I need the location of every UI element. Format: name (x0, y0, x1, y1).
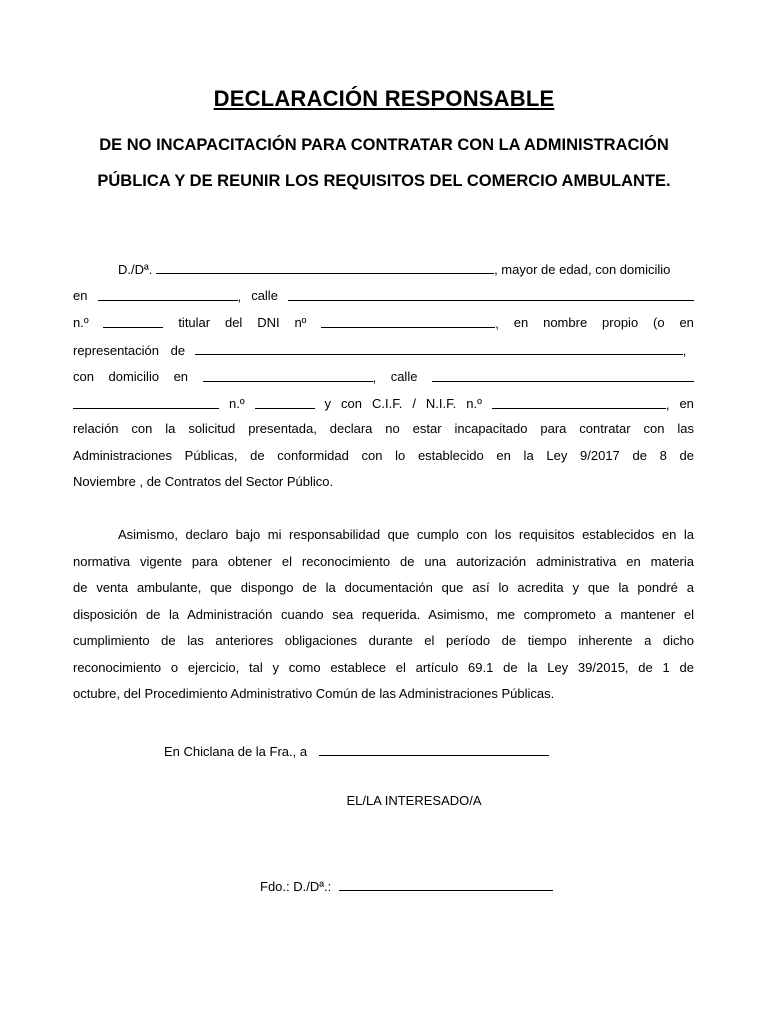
dni-number-label: nº (294, 315, 307, 330)
cif-nif-field[interactable] (492, 391, 666, 409)
street-label-2: calle (390, 369, 418, 384)
comma: , (495, 316, 499, 331)
age-domicile-label: , mayor de edad, con domicilio (494, 262, 671, 277)
form-line-6 (73, 391, 694, 417)
declaration-paragraph-1 (73, 416, 694, 496)
representation-street-cont-field[interactable] (73, 391, 219, 409)
interested-label: EL/LA INTERESADO/A (346, 793, 482, 808)
cif-label: C.I.F. (371, 396, 403, 411)
dni-field[interactable] (321, 310, 495, 328)
signature-field[interactable] (339, 873, 553, 891)
number-label: n.º (73, 315, 89, 330)
paragraph-line: Administraciones Públicas, de conformidad con lo establecido en la Ley 9/2017 de 8 de (73, 447, 694, 463)
en-label: en (73, 288, 88, 303)
comma: , (237, 289, 242, 304)
dni-label: DNI (257, 315, 280, 330)
street-number-field[interactable] (103, 310, 163, 328)
paragraph-line: relación con la solicitud presentada, declara no estar incapacitado para contratar con las (73, 421, 694, 436)
word-en: en (513, 315, 529, 330)
word-nombre: nombre (543, 315, 588, 330)
paragraph-line: normativa vigente para obtener el reconocimiento de una autorización administrativa en materia (73, 553, 694, 569)
paragraph-line: octubre, del Procedimiento Administrativo Común de las Administraciones Públicas. (73, 686, 555, 701)
document-subtitle-line-1: DE NO INCAPACITACIÓN PARA CONTRATAR CON LA ADMINISTRACIÓN (99, 136, 669, 154)
paragraph-line: cumplimiento de las anteriores obligaciones durante el período de tiempo inherente a dicho (73, 633, 694, 648)
comma: , (682, 343, 687, 358)
comma: , (372, 370, 377, 385)
municipality-field[interactable] (98, 283, 238, 301)
word-en: en (173, 369, 189, 384)
signature-label: Fdo.: D./Dª.: (260, 879, 332, 894)
representation-label: representación de (73, 343, 186, 358)
form-line-4 (73, 337, 694, 363)
nif-label: N.I.F. (425, 396, 457, 411)
titular-label: titular (178, 315, 211, 330)
word-con: con (73, 369, 94, 384)
paragraph-line: de venta ambulante, que dispongo de la documentación que así lo acredita y que la pondré a (73, 580, 694, 595)
place-date-line (164, 738, 549, 759)
cif-number-label: n.º (466, 396, 482, 411)
paragraph-line: disposición de la Administración cuando sea requerida. Asimismo, me comprometo a mantener el (73, 606, 694, 622)
word-con-2: con (341, 396, 362, 411)
word-domicilio: domicilio (108, 369, 160, 384)
word-en-3: en (679, 396, 694, 411)
paragraph-line: reconocimiento o ejercicio, tal y como establece el artículo 69.1 de la Ley 39/2015, de 1 de (73, 659, 694, 675)
representation-number-field[interactable] (255, 391, 315, 409)
word-y: y (324, 396, 332, 411)
slash: / (412, 396, 416, 411)
document-title: DECLARACIÓN RESPONSABLE (213, 86, 555, 111)
representation-field[interactable] (195, 337, 683, 355)
name-label: D./Dª. (118, 262, 153, 277)
form-line-2 (73, 283, 694, 309)
form-line-3 (73, 310, 694, 336)
paragraph-line: Asimismo, declaro bajo mi responsabilidad que cumplo con los requisitos establecidos en la (118, 527, 694, 542)
del-label: del (224, 315, 243, 330)
document-subtitle-line-2: PÚBLICA Y DE REUNIR LOS REQUISITOS DEL COMERCIO AMBULANTE. (97, 172, 671, 190)
street-field[interactable] (288, 283, 694, 301)
paragraph-line: Noviembre , de Contratos del Sector Público. (73, 474, 334, 489)
number-label-2: n.º (228, 396, 245, 411)
signature-line (260, 873, 553, 894)
word-o: (o (653, 315, 665, 330)
word-propio: propio (602, 315, 639, 330)
word-en-2: en (679, 315, 694, 330)
name-field[interactable] (156, 256, 494, 274)
date-field[interactable] (319, 738, 549, 756)
place-label: En Chiclana de la Fra., a (164, 744, 308, 759)
representation-street-field[interactable] (432, 364, 694, 382)
declaration-paragraph-2 (73, 522, 694, 708)
form-line-1 (118, 256, 694, 282)
representation-municipality-field[interactable] (203, 364, 373, 382)
form-line-5 (73, 364, 694, 390)
comma: , (665, 397, 670, 412)
street-label: calle (251, 288, 278, 303)
